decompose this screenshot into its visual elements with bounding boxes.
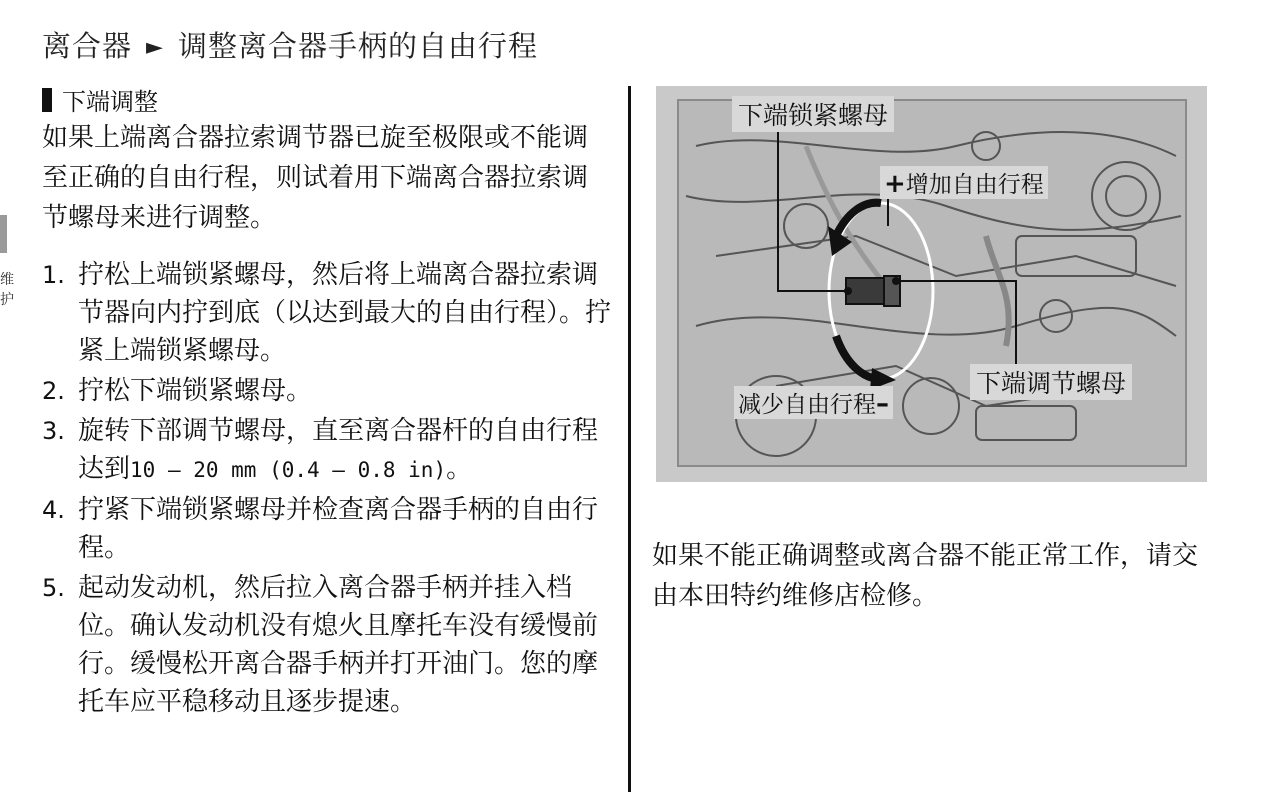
step-item xyxy=(42,372,622,410)
decrease-free-play-text: 减少自由行程 xyxy=(738,392,876,418)
locknut-label: 下端锁紧螺母 xyxy=(732,96,894,132)
step-text: 拧松下端锁紧螺母。 xyxy=(78,376,313,406)
step-text-end: 。 xyxy=(446,454,473,484)
page-header xyxy=(42,24,538,65)
plus-icon: + xyxy=(884,169,906,199)
chapter-title: 离合器 xyxy=(42,29,133,63)
step-number: 2. xyxy=(42,377,65,405)
side-tab-label: 维护 xyxy=(0,272,14,308)
intro-paragraph: 如果上端离合器拉索调节器已旋至极限或不能调至正确的自由行程，则试着用下端离合器拉索调节螺母来进行调整。 xyxy=(42,123,589,233)
minus-icon: – xyxy=(876,389,889,419)
step-number: 1. xyxy=(42,261,65,289)
section-title: 下端调整 xyxy=(62,88,158,116)
increase-free-play-text: 增加自由行程 xyxy=(905,172,1044,198)
section-heading xyxy=(42,82,158,117)
step-number: 4. xyxy=(42,496,65,524)
free-play-spec: 10 – 20 mm (0.4 – 0.8 in) xyxy=(130,458,447,482)
chapter-tab-marker xyxy=(0,215,7,253)
step-item xyxy=(42,412,622,489)
increase-free-play-label xyxy=(880,166,1048,199)
step-text: 起动发动机，然后拉入离合器手柄并挂入档位。确认发动机没有熄火且摩托车没有缓慢前行。缓慢松开离合器手柄并打开油门。您的摩托车应平稳移动且逐步提速。 xyxy=(78,573,599,717)
step-item xyxy=(42,491,622,567)
step-text: 旋转下部调节螺母，直至离合器杆的自由行程达到 xyxy=(78,416,599,484)
decrease-free-play-label xyxy=(734,386,893,419)
step-number: 3. xyxy=(42,417,65,445)
heading-block-icon xyxy=(42,88,52,112)
step-item xyxy=(42,256,622,370)
engine-photo xyxy=(656,86,1207,482)
step-item xyxy=(42,569,622,721)
step-text: 拧松上端锁紧螺母，然后将上端离合器拉索调节器向内拧到底（以达到最大的自由行程）。拧紧上端锁紧螺母。 xyxy=(78,260,612,366)
adjuster-nut-label: 下端调节螺母 xyxy=(970,364,1132,400)
breadcrumb-arrow-icon: ► xyxy=(146,35,164,60)
topic-title: 调整离合器手柄的自由行程 xyxy=(177,29,538,63)
step-text: 拧紧下端锁紧螺母并检查离合器手柄的自由行程。 xyxy=(78,495,599,563)
engine-illustration xyxy=(656,86,1207,482)
service-note: 如果不能正确调整或离合器不能正常工作，请交由本田特约维修店检修。 xyxy=(652,541,1199,611)
steps-list xyxy=(42,256,622,723)
step-number: 5. xyxy=(42,574,65,602)
column-divider xyxy=(628,86,631,792)
